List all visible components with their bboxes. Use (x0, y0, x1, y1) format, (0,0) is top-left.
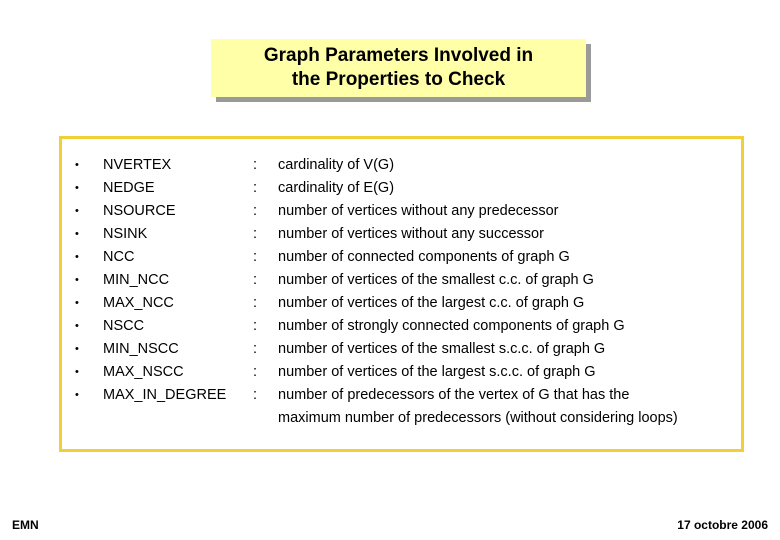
separator: : (253, 364, 258, 380)
parameter-description: number of connected components of graph G (278, 249, 570, 265)
separator: : (253, 249, 258, 265)
separator: : (253, 295, 258, 311)
parameter-description: cardinality of V(G) (278, 157, 395, 173)
bullet: • (75, 159, 79, 171)
bullet: • (75, 366, 79, 378)
separator: : (253, 203, 258, 219)
bullet: • (75, 274, 79, 286)
parameter-description: cardinality of E(G) (278, 180, 395, 196)
parameter-name: MIN_NSCC (103, 341, 179, 357)
parameter-description: number of predecessors of the vertex of G that has the (278, 387, 630, 403)
parameter-row-ncc (62, 246, 741, 269)
parameter-description: number of vertices of the largest s.c.c. of graph G (278, 364, 596, 380)
bullet: • (75, 182, 79, 194)
parameter-description: number of vertices without any predecessor (278, 203, 559, 219)
parameter-name: NSINK (103, 226, 148, 242)
parameter-name: NEDGE (103, 180, 155, 196)
parameter-row-max-in-degree (62, 384, 741, 430)
separator: : (253, 387, 258, 403)
footer-date: 17 octobre 2006 (677, 518, 768, 532)
separator: : (253, 318, 258, 334)
parameter-description: number of vertices of the largest c.c. of graph G (278, 295, 585, 311)
parameter-name: MAX_NCC (103, 295, 174, 311)
bullet: • (75, 343, 79, 355)
separator: : (253, 341, 258, 357)
parameter-description: number of strongly connected components of graph G (278, 318, 625, 334)
parameter-description-continued: maximum number of predecessors (without considering loops) (278, 410, 678, 426)
parameter-name: MIN_NCC (103, 272, 170, 288)
footer-organization: EMN (12, 518, 39, 532)
parameter-row-nvertex (62, 154, 741, 177)
parameter-description: number of vertices without any successor (278, 226, 544, 242)
slide-title (211, 39, 586, 97)
parameter-name: NSCC (103, 318, 145, 334)
parameter-name: NCC (103, 249, 135, 265)
parameter-description: number of vertices of the smallest c.c. of graph G (278, 272, 594, 288)
parameter-name: MAX_NSCC (103, 364, 184, 380)
parameter-row-min-nscc (62, 338, 741, 361)
title-line-1: Graph Parameters Involved in (263, 45, 534, 66)
bullet: • (75, 297, 79, 309)
parameter-row-min-ncc (62, 269, 741, 292)
bullet: • (75, 228, 79, 240)
bullet: • (75, 251, 79, 263)
parameter-list (62, 154, 741, 430)
bullet: • (75, 389, 79, 401)
parameter-name: MAX_IN_DEGREE (103, 387, 227, 403)
separator: : (253, 157, 258, 173)
parameter-description: number of vertices of the smallest s.c.c. of graph G (278, 341, 606, 357)
title-line-2: the Properties to Check (291, 69, 506, 90)
parameter-name: NSOURCE (103, 203, 176, 219)
parameter-list-box (59, 136, 744, 452)
bullet: • (75, 205, 79, 217)
separator: : (253, 226, 258, 242)
bullet: • (75, 320, 79, 332)
parameter-row-nscc (62, 315, 741, 338)
parameter-name: NVERTEX (103, 157, 172, 173)
parameter-row-max-ncc (62, 292, 741, 315)
parameter-row-nsink (62, 223, 741, 246)
separator: : (253, 180, 258, 196)
parameter-row-nsource (62, 200, 741, 223)
separator: : (253, 272, 258, 288)
parameter-row-nedge (62, 177, 741, 200)
parameter-row-max-nscc (62, 361, 741, 384)
